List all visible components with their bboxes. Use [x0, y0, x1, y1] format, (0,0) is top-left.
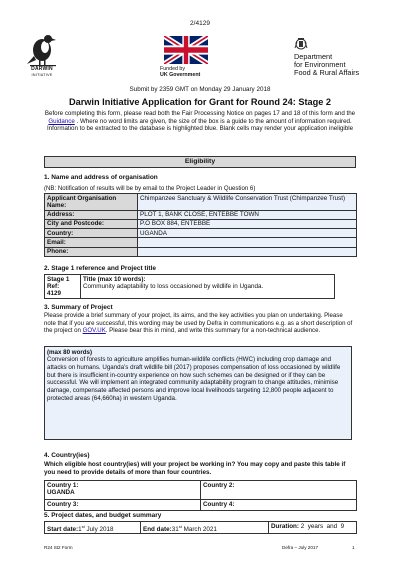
instructions-text-1: Please provide a brief summary of your project, its aims, and the key activities you plan on undertaking. Please note that if you are successful, this wording may be used by Defra in communications e.g. as a short description of the project on — [44, 312, 353, 334]
table-row — [45, 500, 357, 511]
phone-value[interactable] — [138, 247, 357, 256]
funded-line-2: UK Government — [160, 72, 201, 78]
section-3-instructions — [44, 312, 356, 335]
address-value[interactable]: PLOT 1, BANK CLOSE, ENTEBBE TOWN — [138, 210, 357, 219]
start-date-day: 1 — [78, 525, 82, 533]
table-row — [45, 247, 357, 256]
country-4-label: Country 4: — [203, 500, 235, 508]
footer-form-id: R24 St2 Form — [44, 545, 73, 550]
submission-deadline: Submit by 2359 GMT on Monday 29 January 2018 — [129, 86, 271, 93]
intro-text-2: . Where no word limits are given, the size of the box is a guide to the amount of information required. Information to be extracted to the database is highlighted blue. Blank cells may render your application ineligible — [46, 117, 354, 133]
footer-date: Defra – July 2017 — [282, 545, 319, 550]
table-row — [45, 210, 357, 219]
section-1-title: 1. Name and address of organisation — [44, 174, 158, 181]
defra-line-3: Food & Rural Affairs — [294, 68, 360, 78]
project-summary-box[interactable] — [44, 346, 352, 440]
table-row — [45, 481, 357, 500]
country-2-cell[interactable] — [201, 481, 357, 500]
project-title-cell — [81, 275, 335, 299]
phone-label: Phone: — [45, 247, 138, 256]
country-value[interactable]: UGANDA — [138, 229, 357, 238]
table-row — [45, 194, 357, 211]
country-4-cell[interactable] — [201, 500, 357, 511]
project-title-label: Title (max 10 words): — [83, 275, 146, 283]
end-date-cell[interactable] — [141, 522, 269, 534]
country-1-label: Country 1: — [47, 481, 79, 489]
page-footer — [44, 545, 356, 550]
section-4-title: 4. Country(ies) — [44, 452, 90, 459]
instructions-text-2: . Please bear this in mind, and write this summary for a non-technical audience. — [105, 327, 321, 334]
eligibility-heading: Eligibility — [44, 156, 356, 168]
table-row — [45, 275, 335, 299]
darwin-logo-wordmark: DARWIN — [31, 66, 53, 72]
union-flag-icon — [164, 36, 208, 64]
end-date-label: End date: — [143, 525, 172, 533]
section-2-title: 2. Stage 1 reference and Project title — [44, 265, 156, 272]
org-name-value[interactable]: Chimpanzee Sanctuary & Wildlife Conservation Trust (Chimpanzee Trust) — [138, 194, 357, 211]
country-1-cell[interactable] — [45, 481, 201, 500]
funded-line-1: Funded by — [160, 66, 186, 72]
table-row — [45, 219, 357, 228]
country-2-label: Country 2: — [203, 481, 235, 489]
summary-word-limit: (max 80 words) — [47, 348, 93, 356]
country-3-label: Country 3: — [47, 500, 79, 508]
table-row — [45, 522, 357, 534]
country-3-cell[interactable] — [45, 500, 201, 511]
section-1-note: (NB: Notification of results will be by email to the Project Leader in Question 6) — [44, 185, 256, 192]
duration-label: Duration: — [271, 522, 299, 530]
end-date-rest: March 2021 — [181, 525, 217, 533]
defra-logo-text — [294, 53, 359, 78]
darwin-logo-subtext: INITIATIVE — [31, 72, 53, 77]
project-dates-table — [44, 521, 357, 534]
page-number: 2/4129 — [190, 20, 210, 27]
organisation-table — [44, 193, 357, 257]
country-1-value: UGANDA — [47, 488, 75, 496]
duration-value: 2 years and 9 — [298, 522, 345, 530]
intro-paragraph — [40, 110, 360, 133]
duration-cell[interactable] — [269, 522, 357, 534]
footer-page-number: 1 — [352, 545, 355, 550]
project-ref-table — [44, 274, 335, 299]
end-date-day: 31 — [171, 525, 179, 533]
city-postcode-value[interactable]: P.O BOX 884, ENTEBBE — [138, 219, 357, 228]
page-title: Darwin Initiative Application for Grant for Round 24: Stage 2 — [68, 97, 332, 107]
email-value[interactable] — [138, 238, 357, 247]
table-row — [45, 238, 357, 247]
guidance-link[interactable]: Guidance — [48, 117, 75, 125]
start-date-rest: July 2018 — [84, 525, 114, 533]
country-label: Country: — [45, 229, 138, 238]
table-row — [45, 229, 357, 238]
stage1-ref-cell — [45, 275, 81, 299]
gov-uk-link[interactable]: GOV.UK — [82, 327, 106, 334]
stage1-ref-label: Stage 1 Ref: — [47, 275, 70, 290]
funded-by-label — [160, 66, 216, 78]
stage1-ref-value[interactable]: 4129 — [47, 290, 62, 298]
intro-text-1: Before completing this form, please read both the Fair Processing Notice on pages 17 and 18 of this form and the — [44, 110, 356, 117]
end-date-suffix: st — [178, 523, 182, 529]
section-5-title: 5. Project dates, and budget summary — [44, 512, 162, 519]
project-title-value[interactable]: Community adaptability to loss occasioned by wildlife in Uganda. — [83, 282, 264, 290]
project-summary-text: Conversion of forests to agriculture amplifies human-wildlife conflicts (HWC) including crop damage and attacks on humans. Uganda’s draft wildlife bill (2017) proposes compensation of loss occasioned by wildlife but there is insufficient in-country experience on how such schemes can be designed or if they can be successful. We will implement an integrated community adaptability program to change attitudes, minimise damage, compensate affected persons and improve local livelihoods targeting 12,800 people adjacent to protected areas (64,660ha) in western Uganda. — [47, 356, 341, 402]
start-date-cell[interactable] — [45, 522, 141, 534]
defra-line-2: for Environment — [294, 60, 346, 70]
city-postcode-label: City and Postcode: — [45, 219, 138, 228]
org-name-label: Applicant Organisation Name: — [45, 194, 138, 211]
start-date-suffix: st — [81, 523, 85, 529]
darwin-logo-text — [20, 67, 64, 78]
section-4-question: Which eligible host country(ies) will your project be working in? You may copy and paste this table if you need to provide details of more than four countries. — [44, 461, 346, 476]
section-3-title: 3. Summary of Project — [44, 304, 113, 311]
address-label: Address: — [45, 210, 138, 219]
email-label: Email: — [45, 238, 138, 247]
countries-table — [44, 480, 357, 511]
royal-crest-icon — [293, 36, 309, 52]
start-date-label: Start date: — [47, 525, 79, 533]
defra-line-1: Department — [294, 52, 333, 61]
